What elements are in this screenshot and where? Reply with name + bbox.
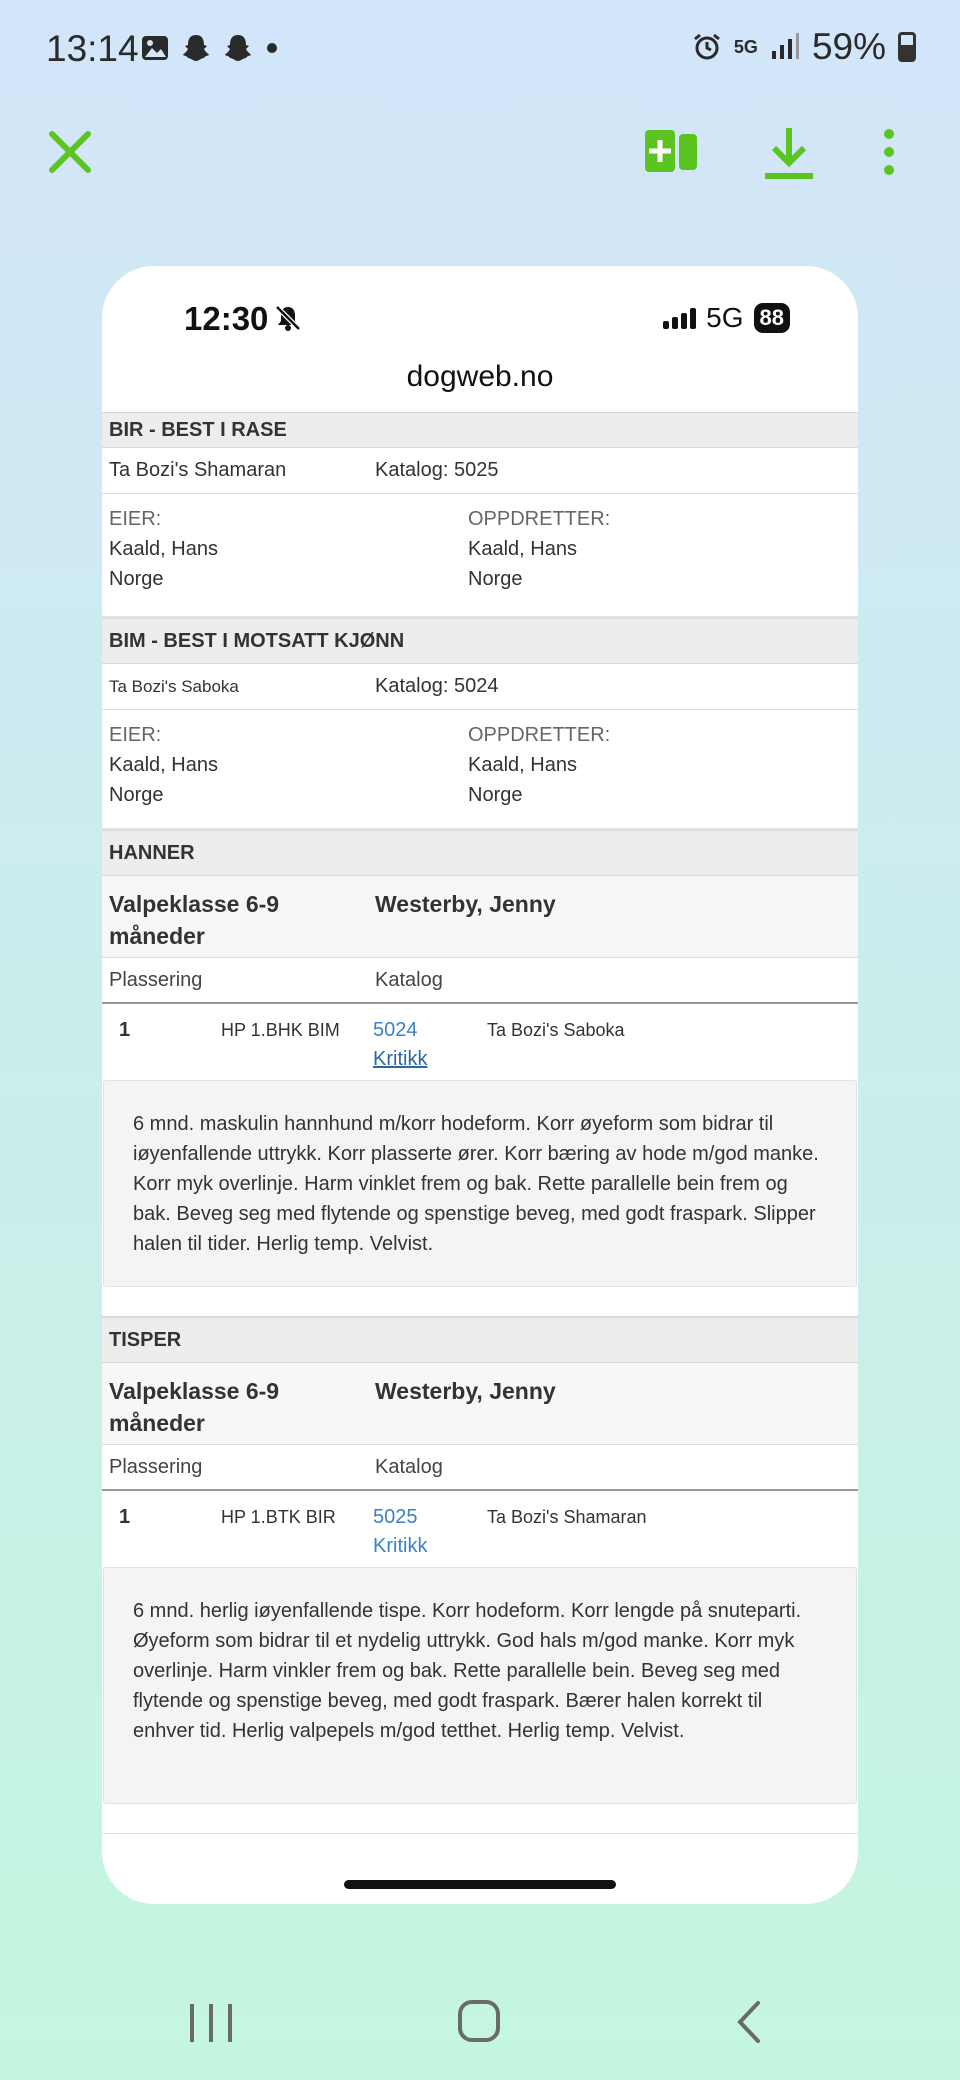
bir-catalog: Katalog: 5025 xyxy=(375,459,499,481)
bim-catalog: Katalog: 5024 xyxy=(375,675,499,697)
download-icon[interactable] xyxy=(762,126,816,180)
signal-icon xyxy=(770,33,800,61)
snapchat-icon xyxy=(180,32,212,64)
bir-owner-breeder xyxy=(102,494,858,618)
phone-battery: 88 xyxy=(754,303,790,333)
signal-icon xyxy=(663,308,696,329)
breeder-country: Norge xyxy=(468,568,523,590)
phone-network: 5G xyxy=(706,302,744,333)
placement: 1 xyxy=(119,1506,131,1528)
back-icon[interactable] xyxy=(734,2000,764,2044)
home-icon[interactable] xyxy=(458,2000,500,2042)
home-indicator xyxy=(344,1880,616,1889)
critique-text: 6 mnd. maskulin hannhund m/korr hodeform. Korr øyeform som bidrar til iøyenfallende uttrykk. Korr plasserte ører. Korr bæring av hode m/god manke. Korr myk overlinje. Harm vinklet frem og bak. Rette parallelle bein frem og bak. Beveg seg med flytende og spenstige beveg, med godt fraspark. Slipper halen til tider. Herlig temp. Velvist. xyxy=(103,1080,857,1287)
critique-link[interactable]: Kritikk xyxy=(373,1048,428,1070)
breeder-country: Norge xyxy=(468,784,523,806)
bim-heading: BIM - BEST I MOTSATT KJØNN xyxy=(102,618,858,664)
owner-name: Kaald, Hans xyxy=(109,538,218,560)
class-name-cont: måneder xyxy=(109,1410,205,1436)
status-time: 13:14 xyxy=(46,28,139,69)
breeder-label: OPPDRETTER: xyxy=(468,508,611,530)
critique-text: 6 mnd. herlig iøyenfallende tispe. Korr hodeform. Korr lengde på snuteparti. Øyeform som bidrar til et nydelig uttrykk. God hals m/god manke. Korr myk overlinje. Harm vinkler frem og bak. Rette parallelle bein. Beveg seg med flytende og spenstige beveg, med godt fraspark. Bærer halen korrekt til enhver tid. Herlig valpepels m/god tetthet. Herlig temp. Velvist. xyxy=(103,1567,857,1804)
col-placement: Plassering xyxy=(109,1455,203,1478)
class-name: Valpeklasse 6-9 xyxy=(109,1378,280,1404)
breeder-label: OPPDRETTER: xyxy=(468,724,611,746)
close-icon[interactable] xyxy=(44,120,96,184)
table-row xyxy=(102,1004,858,1080)
battery-percent: 59% xyxy=(811,26,886,67)
alarm-icon xyxy=(692,32,722,62)
dot-icon xyxy=(264,40,280,56)
placement: 1 xyxy=(119,1019,131,1041)
breeder-name: Kaald, Hans xyxy=(468,538,577,560)
phone-time: 12:30 xyxy=(184,300,269,337)
show-results xyxy=(102,412,858,1834)
owner-country: Norge xyxy=(109,784,164,806)
prize: HP 1.BHK BIM xyxy=(221,1020,340,1040)
bell-muted-icon xyxy=(274,304,302,332)
class-name: Valpeklasse 6-9 xyxy=(109,891,280,917)
females-heading: TISPER xyxy=(102,1317,858,1363)
col-catalog: Katalog xyxy=(375,1455,443,1478)
females-table-header xyxy=(102,1445,858,1491)
critique-link[interactable]: Kritikk xyxy=(373,1535,428,1557)
recents-icon[interactable] xyxy=(190,2004,232,2042)
add-to-icon[interactable] xyxy=(643,128,699,174)
breeder-name: Kaald, Hans xyxy=(468,754,577,776)
page-url[interactable]: dogweb.no xyxy=(406,360,554,393)
owner-country: Norge xyxy=(109,568,164,590)
owner-label: EIER: xyxy=(109,724,162,746)
dog-name[interactable]: Ta Bozi's Shamaran xyxy=(487,1507,647,1527)
females-class-row xyxy=(102,1363,858,1445)
males-heading: HANNER xyxy=(102,830,858,876)
network-type: 5G xyxy=(733,37,758,57)
table-row xyxy=(102,1491,858,1567)
prize: HP 1.BTK BIR xyxy=(221,1507,336,1527)
catalog-link[interactable]: 5024 xyxy=(373,1019,418,1041)
judge-name: Westerby, Jenny xyxy=(375,891,556,917)
col-placement: Plassering xyxy=(109,968,203,991)
males-table-header xyxy=(102,958,858,1004)
class-name-cont: måneder xyxy=(109,923,205,949)
phone-screenshot xyxy=(102,266,858,1904)
bir-heading: BIR - BEST I RASE xyxy=(102,412,858,448)
males-class-row xyxy=(102,876,858,958)
bim-owner-breeder xyxy=(102,710,858,830)
bim-dog-name[interactable]: Ta Bozi's Saboka xyxy=(109,676,239,696)
owner-label: EIER: xyxy=(109,508,162,530)
phone-status-right xyxy=(663,302,790,334)
owner-name: Kaald, Hans xyxy=(109,754,218,776)
gallery-icon xyxy=(140,33,170,63)
judge-name: Westerby, Jenny xyxy=(375,1378,556,1404)
bir-dog-name[interactable]: Ta Bozi's Shamaran xyxy=(109,459,287,481)
col-catalog: Katalog xyxy=(375,968,443,991)
snapchat-icon xyxy=(222,32,254,64)
status-right xyxy=(692,26,916,68)
status-left-icons xyxy=(140,32,280,64)
battery-icon xyxy=(898,32,916,62)
dog-name[interactable]: Ta Bozi's Saboka xyxy=(487,1020,625,1040)
catalog-link[interactable]: 5025 xyxy=(373,1506,418,1528)
more-vert-icon[interactable] xyxy=(876,128,902,176)
